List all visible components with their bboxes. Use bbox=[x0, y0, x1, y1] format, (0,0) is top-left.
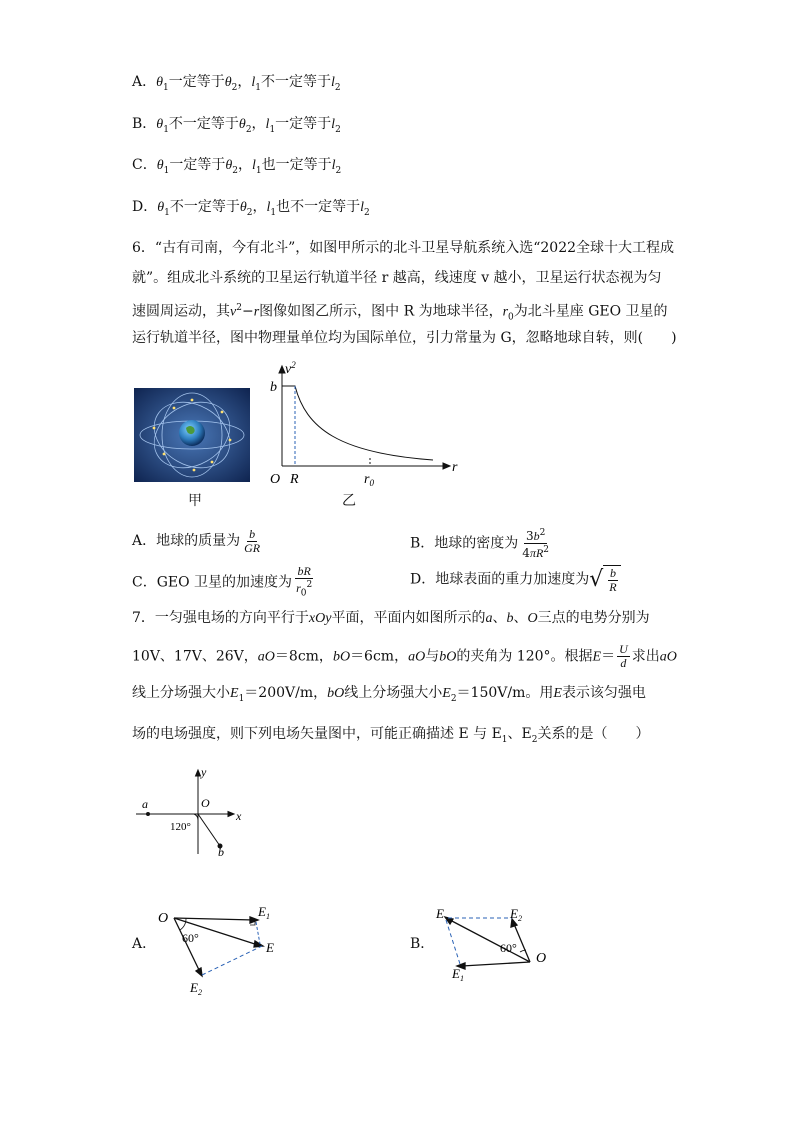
q7-option-b-letter: B． bbox=[410, 936, 435, 952]
fig-y-label: y bbox=[201, 765, 207, 779]
fig-a-label: a bbox=[142, 797, 148, 811]
q7-line4: 场的电场强度，则下列电场矢量图中，可能正确描述 E 与 $E_1$、$E_2$关系的是（ ） bbox=[132, 726, 650, 745]
fig-b-label: b bbox=[218, 845, 224, 858]
optB-angle-label: 60° bbox=[500, 941, 517, 955]
caption-yi: 乙 bbox=[342, 493, 356, 509]
graph-label-R: R bbox=[290, 472, 299, 487]
graph-label-r: r bbox=[452, 460, 458, 475]
q6-line2: 就”。组成北斗系统的卫星运行轨道半径 r 越高，线速度 v 越小，卫星运行状态视为匀 bbox=[132, 270, 662, 286]
q6-line3: 速圆周运动，其$v^2-r$图像如图乙所示，图中 R 为地球半径，$r_0$为北斗星座 GEO 卫星的 bbox=[132, 303, 668, 323]
q6-option-b: B．地球的密度为 $\frac{3b^2}{4\pi R^2}$ bbox=[410, 528, 550, 560]
optB-E1-label: $E_1$ bbox=[452, 966, 464, 983]
graph-label-v: $v^2$ bbox=[285, 360, 296, 377]
q7-option-a-letter: A． bbox=[132, 936, 157, 952]
q7-line1: 7．一匀强电场的方向平行于xOy平面，平面内如图所示的a、b、O三点的电势分别为 bbox=[132, 610, 650, 626]
optA-angle-label: 60° bbox=[182, 931, 199, 945]
optB-O-label: O bbox=[536, 951, 547, 966]
graph-label-O: O bbox=[270, 472, 281, 487]
q6-option-a: A．地球的质量为 $\frac{b}{GR}$ bbox=[132, 526, 261, 555]
q7-option-b-diagram bbox=[430, 902, 570, 992]
fig-O-label: O bbox=[201, 796, 210, 810]
q5-option-a: A．$\theta_1$一定等于$\theta_2$，$l_1$不一定等于$l_2$ bbox=[132, 74, 341, 93]
optB-E2-label: $E_2$ bbox=[510, 906, 522, 923]
q6-option-d: D．地球表面的重力加速度为 √ $\frac{b}{R}$ bbox=[410, 565, 621, 594]
optA-O-label: O bbox=[158, 911, 169, 926]
graph-label-b: b bbox=[270, 380, 277, 395]
fig-angle-label: 120° bbox=[170, 821, 191, 833]
q7-option-a-diagram bbox=[150, 900, 290, 1004]
q5-option-c: C．$\theta_1$一定等于$\theta_2$，$l_1$也一定等于$l_2$ bbox=[132, 157, 342, 176]
xoy-figure bbox=[130, 762, 260, 858]
beidou-satellite-image bbox=[134, 388, 250, 482]
q6-line4: 运行轨道半径，图中物理量单位均为国际单位，引力常量为 G，忽略地球自转，则( ) bbox=[132, 330, 677, 346]
optA-E-label: E bbox=[266, 940, 274, 955]
optB-E-label: E bbox=[436, 906, 444, 921]
optA-E2-label: $E_2$ bbox=[190, 980, 202, 997]
q6-line1: 6．“古有司南，今有北斗”，如图甲所示的北斗卫星导航系统入选“2022全球十大工程成 bbox=[132, 240, 675, 256]
optA-E1-label: $E_1$ bbox=[258, 904, 270, 921]
q6-option-c: C．GEO 卫星的加速度为 $\frac{bR}{r_0^2}$ bbox=[132, 564, 313, 599]
q5-option-b: B．$\theta_1$不一定等于$\theta_2$，$l_1$一定等于$l_2$ bbox=[132, 116, 341, 135]
v2-r-graph bbox=[268, 358, 468, 488]
graph-label-r0: $r_0$ bbox=[364, 472, 374, 488]
q7-line2: 10V、17V、26V，aO＝8cm，bO＝6cm，aO与bO的夹角为 120°。根据E＝ $\frac{U}{d}$ 求出aO bbox=[132, 642, 677, 670]
q7-line3: 线上分场强大小$E_1=200V/m$，bO线上分场强大小$E_2=150V/m$。用E表示该匀强电 bbox=[132, 685, 646, 704]
fig-x-label: x bbox=[236, 809, 242, 823]
q5-option-d: D．$\theta_1$不一定等于$\theta_2$，$l_1$也不一定等于$l_2$ bbox=[132, 199, 370, 218]
caption-jia: 甲 bbox=[188, 493, 202, 509]
